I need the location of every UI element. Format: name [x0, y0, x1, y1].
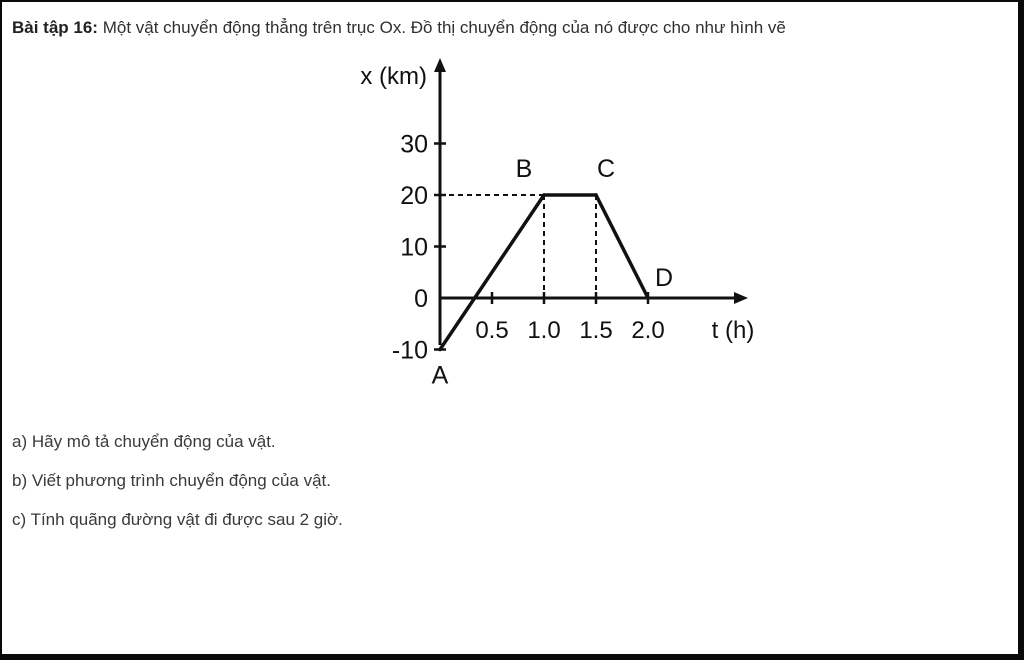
motion-segment-cd [596, 195, 648, 298]
y-tick-label: 10 [400, 233, 428, 262]
point-label-c: C [596, 155, 616, 183]
question-b: b) Viết phương trình chuyển động của vật. [12, 471, 331, 490]
x-tick-label: 2.0 [631, 317, 665, 344]
point-label-b: B [515, 155, 533, 183]
question-a: a) Hãy mô tả chuyển động của vật. [12, 432, 276, 451]
y-tick-label: 30 [400, 130, 428, 159]
question-c: c) Tính quãng đường vật đi được sau 2 giờ. [12, 510, 343, 529]
point-label-a: A [431, 361, 449, 390]
y-tick-label: -10 [391, 336, 428, 365]
y-axis-label: x (km) [360, 63, 427, 90]
exercise-page [2, 2, 1018, 654]
exercise-statement: Một vật chuyển động thẳng trên trục Ox. Đồ thị chuyển động của nó được cho như hình vẽ [97, 18, 786, 37]
x-tick-label: 1.0 [527, 317, 561, 344]
y-tick-label: 20 [400, 182, 428, 210]
x-position-axis-arrow [434, 58, 446, 72]
x-tick-label: 1.5 [579, 317, 613, 344]
exercise-label: Bài tập 16: [12, 18, 98, 37]
x-tick-label: 0.5 [475, 317, 509, 344]
point-label-d: D [654, 264, 674, 292]
y-tick-label: 0 [414, 285, 428, 313]
time-axis-arrow [734, 292, 748, 304]
motion-graph [2, 2, 1018, 422]
x-axis-label: t (h) [711, 317, 755, 344]
